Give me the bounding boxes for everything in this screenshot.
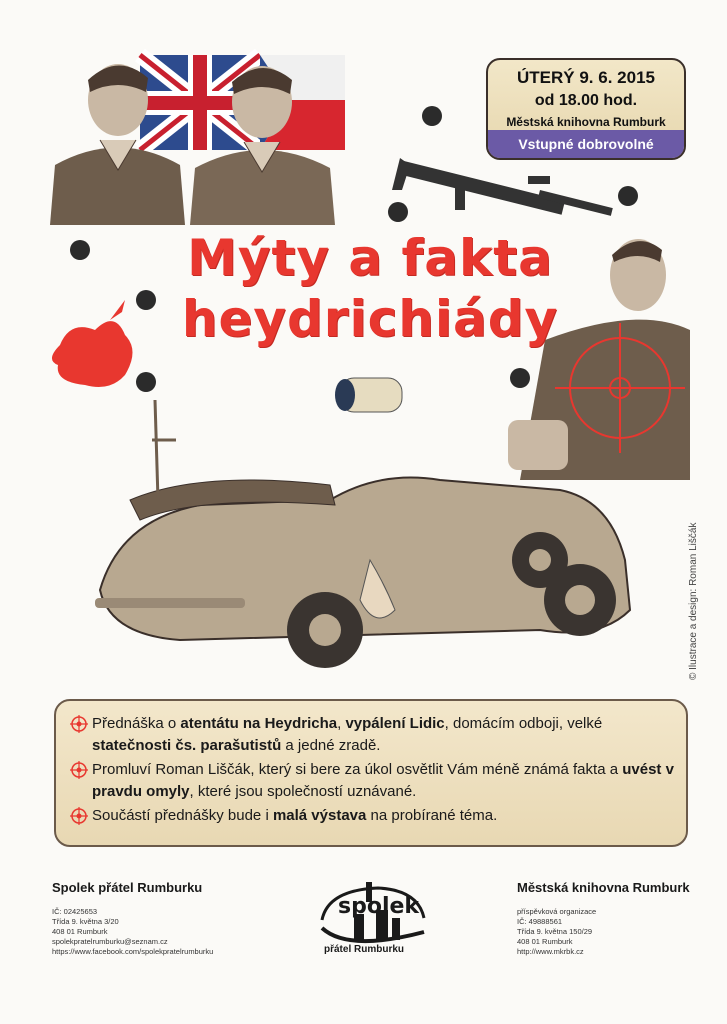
library-name: Městská knihovna Rumburk <box>517 880 690 895</box>
library-id: IČ: 49888561 <box>517 917 563 926</box>
illustration-credit: © Ilustrace a design: Roman Liščák <box>688 522 699 680</box>
car-illustration <box>95 478 630 669</box>
library-website: http://www.mkrbk.cz <box>517 947 584 956</box>
target-bullet-icon <box>68 713 90 735</box>
entry-fee-label: Vstupné dobrovolné <box>488 130 684 158</box>
organizer-email: spolekpratelrumburku@seznam.cz <box>52 937 168 946</box>
organizer-name: Spolek přátel Rumburku <box>52 880 203 895</box>
event-time: od 18.00 hod. <box>534 92 638 109</box>
title-line-1: Mýty a fakta <box>187 229 553 287</box>
organizer-id: IČ: 02425653 <box>52 907 98 916</box>
info-text: Promluví Roman Liščák, který si bere za úkol osvětlit Vám méně známá fakta a uvést v pravdu omyly, které jsou společností uznávané. <box>92 761 674 800</box>
event-date: ÚTERÝ 9. 6. 2015 <box>517 68 655 87</box>
gun-illustration <box>392 158 613 216</box>
info-text: Přednáška o atentátu na Heydricha, vypálení Lidic, domácím odboji, velké statečnosti čs. parašutistů a jedné zradě. <box>92 715 603 754</box>
title-line-2: heydrichiády <box>181 289 559 348</box>
footer-organizer-right <box>517 880 717 957</box>
lamp-post <box>152 400 176 500</box>
logo-sub-text: přátel Rumburku <box>324 944 405 955</box>
info-item <box>68 759 674 803</box>
info-item <box>68 805 674 827</box>
red-splash <box>52 300 133 387</box>
footer-organizer-left <box>52 880 272 957</box>
event-place: Městská knihovna Rumburk <box>506 115 666 129</box>
info-text: Součástí přednášky bude i malá výstava na probírané téma. <box>92 807 498 824</box>
target-bullet-icon <box>68 805 90 827</box>
organizer-street: Třída 9. května 3/20 <box>52 917 119 926</box>
library-street: Třída 9. května 150/29 <box>517 927 593 936</box>
organizer-facebook: https://www.facebook.com/spolekpratelrumburku <box>52 947 214 956</box>
poster-title <box>180 229 560 348</box>
grenade <box>335 378 402 412</box>
logo-main-text: spolek <box>338 894 420 919</box>
spolek-logo <box>318 880 428 970</box>
library-city: 408 01 Rumburk <box>517 937 573 946</box>
event-info-box <box>486 58 686 160</box>
target-bullet-icon <box>68 759 90 781</box>
lecture-info-box <box>54 699 688 847</box>
info-item <box>68 713 674 757</box>
library-type: příspěvková organizace <box>517 907 597 916</box>
organizer-city: 408 01 Rumburk <box>52 927 108 936</box>
